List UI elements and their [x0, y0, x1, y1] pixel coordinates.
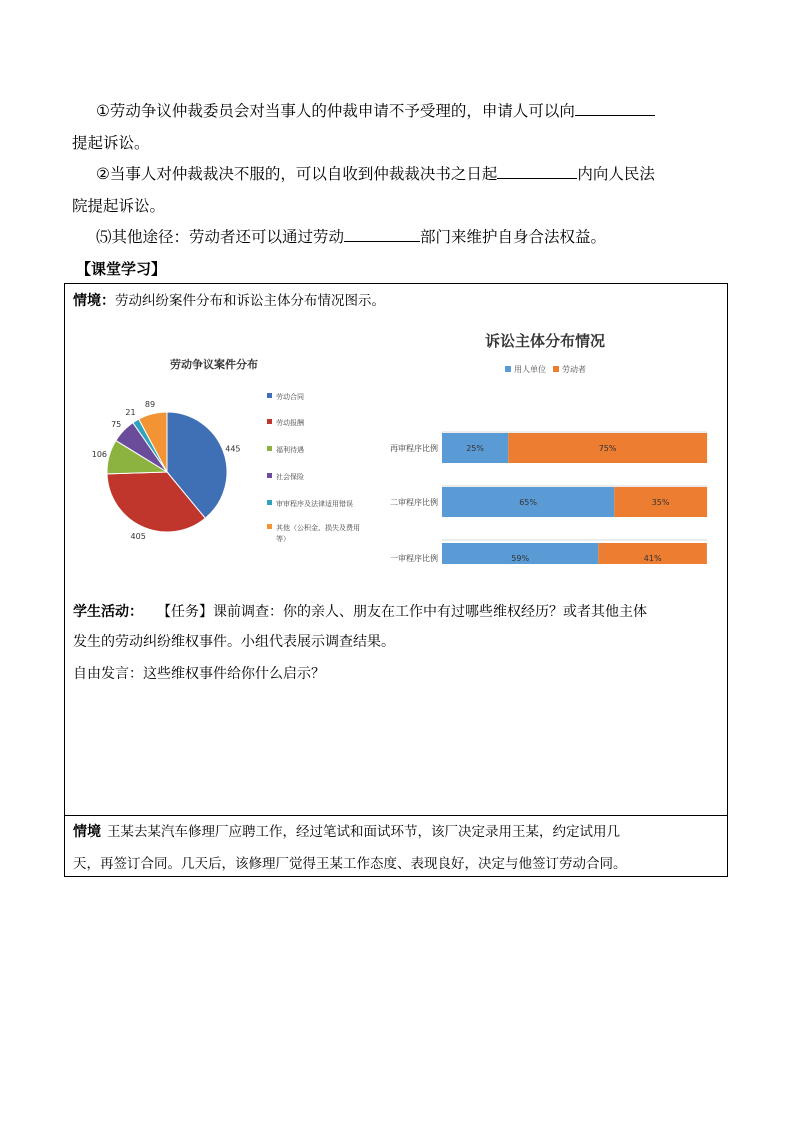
- bar-data-label-1-2: 75%: [598, 444, 617, 453]
- pie-legend-label-6-cont: 等）: [276, 535, 290, 543]
- paragraph-2-text-b: 内向人民法: [577, 165, 655, 183]
- pie-data-label-1: 445: [225, 444, 241, 454]
- pie-data-label-5: 21: [125, 408, 136, 418]
- free-speech: 自由发言：这些维权事件给你什么启示？: [73, 666, 325, 682]
- bar-data-label-3-2: 41%: [643, 554, 662, 563]
- bar-category-label-2: 二审程序比例: [390, 498, 438, 507]
- pie-legend-swatch-6: [267, 524, 272, 529]
- student-activity-label: 学生活动：: [73, 604, 143, 620]
- bar-chart-panel: [375, 324, 715, 564]
- paragraph-2-cont: 院提起诉讼。: [72, 197, 166, 215]
- student-activity-line-1: 【任务】课前调查：你的亲人、朋友在工作中有过哪些维权经历？或者其他主体: [157, 604, 647, 620]
- pie-data-label-2: 405: [130, 531, 146, 541]
- pie-legend-swatch-2: [267, 419, 272, 424]
- bar-data-label-1-1: 25%: [466, 444, 484, 453]
- context-2: [73, 823, 620, 841]
- context-1-text: 劳动纠纷案件分布和诉讼主体分布情况图示。: [115, 293, 385, 309]
- paragraph-1: [96, 101, 655, 121]
- bar-data-label-2-2: 35%: [651, 498, 670, 507]
- context-2-line-2: 天，再签订合同。几天后，该修理厂觉得王某工作态度、表现良好，决定与他签订劳动合同。: [73, 856, 627, 872]
- context-1-label: 情境：: [73, 293, 115, 309]
- pie-chart-panel: [69, 344, 369, 572]
- pie-chart-title: 劳动争议案件分布: [170, 358, 258, 371]
- paragraph-1-cont: 提起诉讼。: [72, 134, 150, 152]
- stacked-bar-chart: [375, 324, 715, 564]
- context-1: [73, 292, 385, 310]
- bar-chart-title: 诉讼主体分布情况: [484, 332, 606, 350]
- paragraph-3-text: ⑸其他途径：劳动者还可以通过劳动: [96, 228, 345, 246]
- bar-legend-swatch-1: [505, 366, 511, 372]
- pie-legend-label-4: 社会保险: [276, 473, 304, 481]
- pie-data-label-3: 106: [91, 450, 108, 459]
- blank-line-2[interactable]: [497, 164, 577, 179]
- classroom-box: [64, 283, 728, 877]
- pie-legend-swatch-1: [267, 393, 272, 398]
- paragraph-3: [96, 227, 606, 247]
- bar-data-label-3-1: 59%: [511, 554, 530, 563]
- bar-category-label-1: 再审程序比例: [390, 444, 438, 453]
- pie-legend-label-6: 其他（公积金、损失及费用: [276, 524, 360, 532]
- section-heading: 【课堂学习】: [76, 260, 167, 278]
- pie-legend-swatch-4: [267, 473, 272, 478]
- blank-line-1[interactable]: [575, 101, 655, 116]
- context-2-label: 情境: [73, 824, 101, 840]
- student-activity: [73, 603, 647, 621]
- paragraph-1-text: ①劳动争议仲裁委员会对当事人的仲裁申请不予受理的，申请人可以向: [96, 102, 575, 120]
- bar-legend-label-2: 劳动者: [562, 365, 586, 374]
- pie-data-label-6: 89: [144, 400, 156, 410]
- pie-legend-label-2: 劳动报酬: [276, 419, 304, 427]
- pie-data-label-4: 75: [111, 419, 122, 429]
- box-divider: [65, 815, 727, 816]
- paragraph-3-text-b: 部门来维护自身合法权益。: [420, 228, 607, 246]
- bar-legend-label-1: 用人单位: [514, 365, 546, 374]
- blank-line-3[interactable]: [344, 227, 420, 242]
- pie-legend-swatch-3: [267, 446, 272, 451]
- pie-legend-label-1: 劳动合同: [276, 393, 304, 401]
- student-activity-line-2: 发生的劳动纠纷维权事件。小组代表展示调查结果。: [73, 634, 395, 650]
- pie-chart: [69, 344, 369, 572]
- pie-legend-label-3: 福利待遇: [276, 446, 304, 454]
- paragraph-2: [96, 164, 655, 184]
- bar-legend-swatch-2: [553, 366, 559, 372]
- pie-legend-label-5: 审审程序及法律适用错误: [276, 500, 353, 508]
- paragraph-2-text: ②当事人对仲裁裁决不服的，可以自收到仲裁裁决书之日起: [96, 165, 498, 183]
- bar-category-label-3: 一审程序比例: [390, 554, 438, 563]
- context-2-line-1: 王某去某汽车修理厂应聘工作，经过笔试和面试环节，该厂决定录用王某，约定试用几: [107, 824, 620, 840]
- bar-data-label-2-1: 65%: [519, 498, 537, 507]
- pie-legend-swatch-5: [267, 500, 272, 505]
